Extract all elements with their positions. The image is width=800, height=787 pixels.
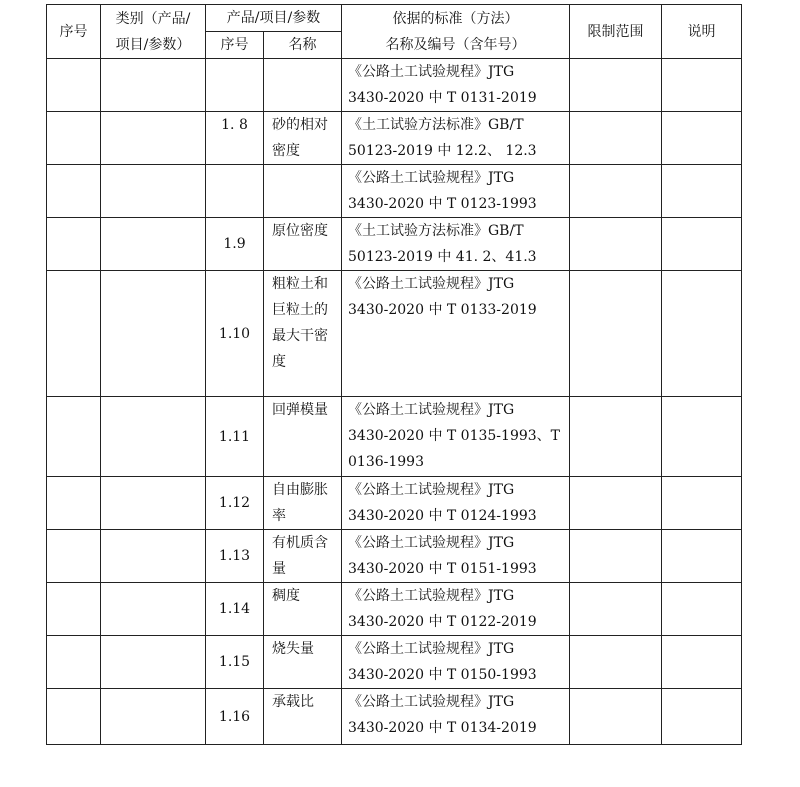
cell-no bbox=[47, 530, 101, 583]
standard-line: 《公路土工试验规程》JTG bbox=[348, 170, 515, 186]
standard-line: 50123-2019 中 41. 2、41.3 bbox=[348, 249, 537, 265]
cell-sub-no: 1.11 bbox=[206, 397, 264, 477]
cell-limit bbox=[570, 165, 662, 218]
table-row bbox=[47, 397, 742, 477]
cell-name bbox=[264, 165, 342, 218]
cell-no bbox=[47, 397, 101, 477]
cell-category bbox=[101, 477, 206, 530]
cell-standard bbox=[342, 165, 570, 218]
standard-line: 《公路土工试验规程》JTG bbox=[348, 535, 515, 551]
cell-name: 稠度 bbox=[264, 583, 342, 636]
standard-line: 3430-2020 中 T 0131-2019 bbox=[348, 90, 537, 106]
cell-limit bbox=[570, 397, 662, 477]
cell-category bbox=[101, 165, 206, 218]
standard-line: 3430-2020 中 T 0124-1993 bbox=[348, 508, 537, 524]
table-row bbox=[47, 165, 742, 218]
cell-category bbox=[101, 583, 206, 636]
cell-note bbox=[662, 583, 742, 636]
cell-no bbox=[47, 636, 101, 689]
standard-line: 0136-1993 bbox=[348, 454, 424, 470]
standards-table bbox=[46, 4, 742, 745]
header-limit: 限制范围 bbox=[570, 5, 662, 59]
standard-line: 3430-2020 中 T 0151-1993 bbox=[348, 561, 537, 577]
table-row bbox=[47, 112, 742, 165]
table-row bbox=[47, 530, 742, 583]
standard-line: 《土工试验方法标准》GB/T bbox=[348, 117, 524, 133]
cell-category bbox=[101, 112, 206, 165]
cell-category bbox=[101, 271, 206, 397]
table-row bbox=[47, 477, 742, 530]
cell-no bbox=[47, 583, 101, 636]
cell-sub-no bbox=[206, 165, 264, 218]
cell-standard bbox=[342, 477, 570, 530]
cell-category bbox=[101, 59, 206, 112]
cell-note bbox=[662, 530, 742, 583]
cell-sub-no: 1. 8 bbox=[206, 112, 264, 165]
cell-name: 原位密度 bbox=[264, 218, 342, 271]
cell-category bbox=[101, 530, 206, 583]
cell-name: 有机质含量 bbox=[264, 530, 342, 583]
header-product-group: 产品/项目/参数 bbox=[206, 5, 342, 32]
header-category-line2: 项目/参数） bbox=[115, 36, 191, 53]
cell-name: 承载比 bbox=[264, 689, 342, 745]
standard-line: 3430-2020 中 T 0134-2019 bbox=[348, 720, 537, 736]
cell-sub-no: 1.12 bbox=[206, 477, 264, 530]
cell-limit bbox=[570, 112, 662, 165]
cell-category bbox=[101, 397, 206, 477]
cell-limit bbox=[570, 689, 662, 745]
header-standard-line1: 依据的标准（方法） bbox=[392, 10, 519, 27]
standard-line: 《公路土工试验规程》JTG bbox=[348, 276, 515, 292]
header-note: 说明 bbox=[662, 5, 742, 59]
table-row bbox=[47, 583, 742, 636]
cell-sub-no: 1.9 bbox=[206, 218, 264, 271]
cell-note bbox=[662, 636, 742, 689]
cell-name: 粗粒土和巨粒土的最大干密度 bbox=[264, 271, 342, 397]
table-row bbox=[47, 271, 742, 397]
cell-note bbox=[662, 218, 742, 271]
cell-note bbox=[662, 165, 742, 218]
standard-line: 50123-2019 中 12.2、 12.3 bbox=[348, 143, 537, 159]
cell-limit bbox=[570, 530, 662, 583]
cell-no bbox=[47, 689, 101, 745]
cell-sub-no: 1.13 bbox=[206, 530, 264, 583]
standard-line: 3430-2020 中 T 0123-1993 bbox=[348, 196, 537, 212]
header-category bbox=[101, 5, 206, 59]
standard-line: 《公路土工试验规程》JTG bbox=[348, 641, 515, 657]
cell-limit bbox=[570, 218, 662, 271]
standard-line: 3430-2020 中 T 0150-1993 bbox=[348, 667, 537, 683]
cell-note bbox=[662, 271, 742, 397]
standard-line: 《土工试验方法标准》GB/T bbox=[348, 223, 524, 239]
cell-standard bbox=[342, 59, 570, 112]
cell-standard bbox=[342, 583, 570, 636]
cell-no bbox=[47, 112, 101, 165]
table-row bbox=[47, 59, 742, 112]
cell-name bbox=[264, 59, 342, 112]
cell-sub-no: 1.14 bbox=[206, 583, 264, 636]
cell-no bbox=[47, 477, 101, 530]
cell-note bbox=[662, 689, 742, 745]
table-row bbox=[47, 689, 742, 745]
header-category-line1: 类别（产品/ bbox=[115, 10, 191, 27]
header-sub-name: 名称 bbox=[264, 32, 342, 59]
cell-limit bbox=[570, 271, 662, 397]
cell-sub-no: 1.10 bbox=[206, 271, 264, 397]
cell-note bbox=[662, 477, 742, 530]
cell-standard bbox=[342, 397, 570, 477]
standard-line: 3430-2020 中 T 0122-2019 bbox=[348, 614, 537, 630]
cell-limit bbox=[570, 59, 662, 112]
cell-standard bbox=[342, 271, 570, 397]
cell-standard bbox=[342, 218, 570, 271]
header-standard bbox=[342, 5, 570, 59]
cell-standard bbox=[342, 689, 570, 745]
table-row bbox=[47, 636, 742, 689]
cell-limit bbox=[570, 636, 662, 689]
standard-line: 3430-2020 中 T 0135-1993、T bbox=[348, 428, 561, 444]
cell-category bbox=[101, 636, 206, 689]
cell-category bbox=[101, 689, 206, 745]
cell-name: 回弹模量 bbox=[264, 397, 342, 477]
table-row bbox=[47, 218, 742, 271]
cell-sub-no bbox=[206, 59, 264, 112]
standard-line: 《公路土工试验规程》JTG bbox=[348, 588, 515, 604]
standard-line: 《公路土工试验规程》JTG bbox=[348, 402, 515, 418]
cell-standard bbox=[342, 636, 570, 689]
cell-sub-no: 1.15 bbox=[206, 636, 264, 689]
cell-no bbox=[47, 271, 101, 397]
standard-line: 《公路土工试验规程》JTG bbox=[348, 482, 515, 498]
header-sub-no: 序号 bbox=[206, 32, 264, 59]
cell-no bbox=[47, 218, 101, 271]
header-no: 序号 bbox=[47, 5, 101, 59]
cell-name: 砂的相对密度 bbox=[264, 112, 342, 165]
cell-note bbox=[662, 112, 742, 165]
cell-name: 烧失量 bbox=[264, 636, 342, 689]
cell-category bbox=[101, 218, 206, 271]
cell-limit bbox=[570, 477, 662, 530]
standard-line: 《公路土工试验规程》JTG bbox=[348, 694, 515, 710]
cell-note bbox=[662, 397, 742, 477]
standard-line: 《公路土工试验规程》JTG bbox=[348, 64, 515, 80]
cell-no bbox=[47, 59, 101, 112]
table-body bbox=[47, 59, 742, 745]
cell-sub-no: 1.16 bbox=[206, 689, 264, 745]
cell-limit bbox=[570, 583, 662, 636]
cell-standard bbox=[342, 112, 570, 165]
cell-no bbox=[47, 165, 101, 218]
cell-note bbox=[662, 59, 742, 112]
standard-line: 3430-2020 中 T 0133-2019 bbox=[348, 302, 537, 318]
cell-name: 自由膨胀率 bbox=[264, 477, 342, 530]
cell-standard bbox=[342, 530, 570, 583]
header-standard-line2: 名称及编号（含年号） bbox=[385, 36, 526, 53]
